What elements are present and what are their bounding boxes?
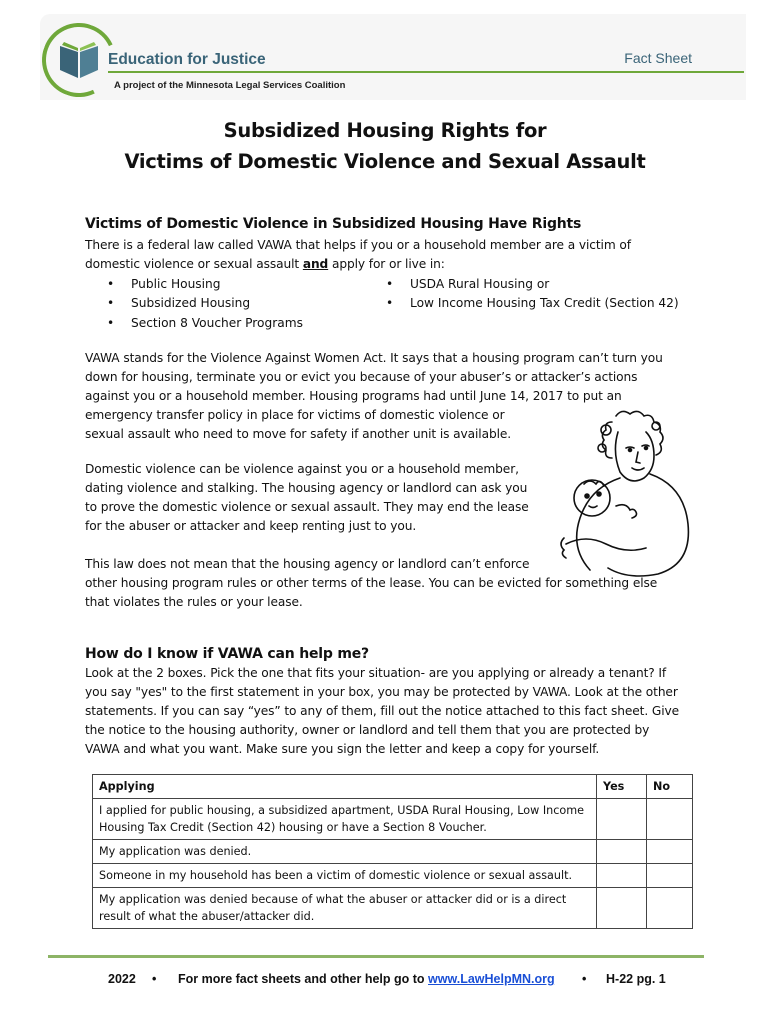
footer-bullet: •: [582, 972, 587, 986]
page-title-line1: Subsidized Housing Rights for: [223, 119, 547, 142]
section2-heading: How do I know if VAWA can help me?: [85, 646, 369, 662]
cell-text: I applied for public housing, a subsidized apartment, USDA Rural Housing, Low Income: [99, 804, 584, 817]
para3-line: that violates the rules or your lease.: [85, 595, 303, 609]
doc-type-label: Fact Sheet: [624, 50, 692, 66]
table-row: [93, 864, 693, 888]
yes-checkbox-cell[interactable]: [597, 840, 647, 864]
para2-line: dating violence and stalking. The housing agency or landlord can ask you: [85, 481, 528, 495]
table-header-no: No: [647, 775, 693, 799]
para1-line: sexual assault who need to move for safety if another unit is available.: [85, 427, 512, 441]
table-row: [93, 799, 693, 840]
section2-line: VAWA and what you want. Make sure you sign the letter and keep a copy for yourself.: [85, 742, 600, 756]
intro-text: domestic violence or sexual assault: [85, 257, 303, 271]
intro-line1: There is a federal law called VAWA that helps if you or a household member are a victim of: [85, 238, 631, 252]
org-subtitle: A project of the Minnesota Legal Services Coalition: [114, 80, 346, 91]
footer-year: 2022: [108, 972, 136, 986]
list-item: • Section 8 Voucher Programs: [131, 314, 303, 333]
no-checkbox-cell[interactable]: [647, 864, 693, 888]
list-item: • USDA Rural Housing or: [410, 275, 549, 294]
section1-heading: Victims of Domestic Violence in Subsidized Housing Have Rights: [85, 216, 582, 232]
cell-text: result of what the abuser/attacker did.: [99, 910, 315, 923]
yes-checkbox-cell[interactable]: [597, 888, 647, 929]
section2-line: you say "yes" to the first statement in your box, you may be protected by VAWA. Look at the other: [85, 685, 678, 699]
logo-rule: [108, 71, 744, 73]
para3-line: This law does not mean that the housing agency or landlord can’t enforce: [85, 557, 530, 571]
mother-child-illustration: [556, 408, 696, 578]
footer-rule: [48, 955, 704, 958]
table-cell-statement: My application was denied.: [93, 840, 597, 864]
para3-line: other housing program rules or other terms of the lease. You can be evicted for something else: [85, 576, 658, 590]
list-item: • Public Housing: [131, 275, 220, 294]
para2-line: Domestic violence can be violence against you or a household member,: [85, 462, 519, 476]
yes-checkbox-cell[interactable]: [597, 864, 647, 888]
no-checkbox-cell[interactable]: [647, 888, 693, 929]
page-title-line2: Victims of Domestic Violence and Sexual Assault: [124, 150, 646, 173]
intro-emphasis: and: [302, 257, 329, 271]
footer-bullet: •: [152, 972, 157, 986]
book-logo-icon: [58, 40, 100, 80]
para1-line: against you or a household member. Housing programs had until June 14, 2017 to put an: [85, 389, 622, 403]
cell-text: My application was denied because of what the abuser or attacker did or is a direct: [99, 893, 567, 906]
section2-line: statements. If you can say “yes” to any of them, fill out the notice attached to this fact sheet. Give: [85, 704, 680, 718]
para2-line: for the abuser or attacker and keep renting just to you.: [85, 519, 417, 533]
para1-line: emergency transfer policy in place for victims of domestic violence or: [85, 408, 505, 422]
table-cell-statement: [93, 799, 597, 840]
yes-checkbox-cell[interactable]: [597, 799, 647, 840]
table-row: [93, 888, 693, 929]
table-header-row: [93, 775, 693, 799]
no-checkbox-cell[interactable]: [647, 799, 693, 840]
section2-line: the notice to the housing authority, owner or landlord and tell them that you are protected by: [85, 723, 650, 737]
table-header-applying: Applying: [93, 775, 597, 799]
list-item: • Low Income Housing Tax Credit (Section 42): [410, 294, 679, 313]
no-checkbox-cell[interactable]: [647, 840, 693, 864]
footer-text: [178, 972, 555, 986]
intro-text-end: apply for or live in:: [328, 257, 445, 271]
para1-line: down for housing, terminate you or evict you because of your abuser’s or attacker’s actions: [85, 370, 638, 384]
para1-line: VAWA stands for the Violence Against Women Act. It says that a housing program can’t turn you: [85, 351, 663, 365]
cell-text: Housing Tax Credit (Section 42) housing or have a Section 8 Voucher.: [99, 821, 487, 834]
table-cell-statement: Someone in my household has been a victim of domestic violence or sexual assault.: [93, 864, 597, 888]
org-name: Education for Justice: [108, 51, 266, 68]
table-header-yes: Yes: [597, 775, 647, 799]
applying-table: [92, 774, 693, 929]
footer-message: For more fact sheets and other help go to: [178, 972, 429, 986]
page-number: H-22 pg. 1: [606, 972, 666, 986]
section2-line: Look at the 2 boxes. Pick the one that fits your situation- are you applying or already a tenant? If: [85, 666, 667, 680]
table-cell-statement: [93, 888, 597, 929]
list-item: • Subsidized Housing: [131, 294, 250, 313]
intro-line2: [85, 255, 445, 274]
table-row: [93, 840, 693, 864]
lawhelpmn-link[interactable]: www.LawHelpMN.org: [428, 972, 555, 986]
para2-line: to prove the domestic violence or sexual assault. They may end the lease: [85, 500, 529, 514]
